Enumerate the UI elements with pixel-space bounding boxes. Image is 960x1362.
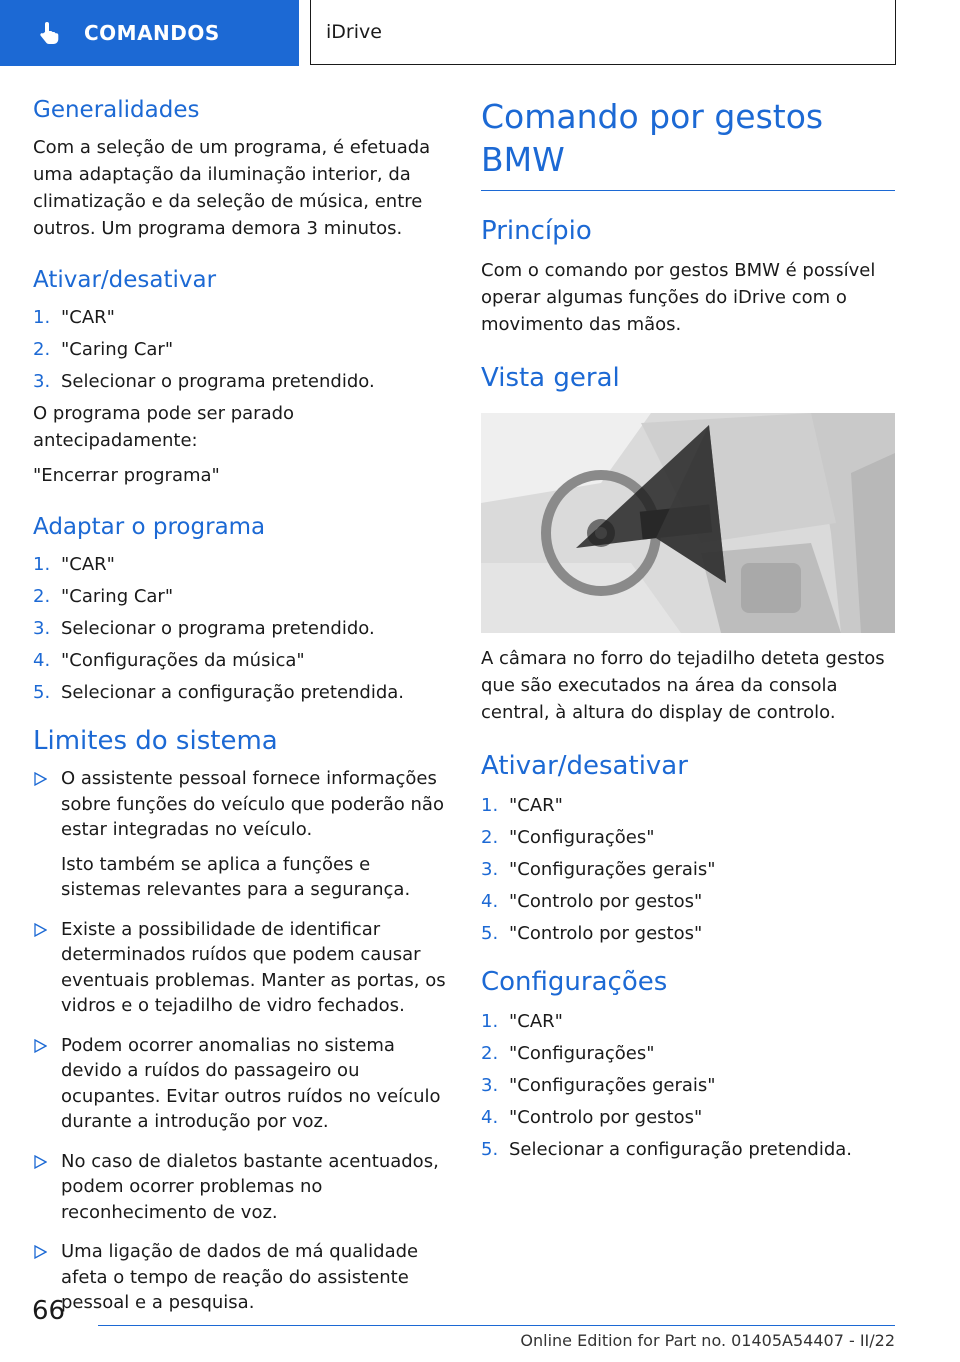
step-number: 3.: [33, 370, 51, 392]
triangle-bullet-icon: [34, 1245, 47, 1259]
list-item: [481, 1104, 895, 1131]
triangle-bullet-icon: [34, 1039, 47, 1053]
step-number: 4.: [481, 1106, 499, 1128]
list-item: [33, 551, 448, 578]
stop-value: "Encerrar programa": [33, 464, 220, 486]
step-text: "Configurações": [509, 1042, 655, 1064]
step-text: Selecionar a configuração pretendida.: [61, 681, 405, 703]
list-item: [33, 615, 448, 642]
car-interior-image: [481, 413, 895, 633]
left-column: [33, 96, 448, 1330]
list-item: [33, 336, 448, 363]
step-text: "CAR": [61, 306, 115, 328]
list-item: [481, 1072, 895, 1099]
heading-configuracoes: Configurações: [481, 967, 668, 998]
triangle-bullet-icon: [34, 1155, 47, 1169]
section-label: COMANDOS: [84, 21, 220, 45]
step-text: "CAR": [509, 795, 563, 817]
heading-vista-geral: Vista geral: [481, 362, 620, 393]
right-column: [481, 96, 895, 1168]
heading-ativar-desativar: Ativar/desativar: [33, 266, 217, 293]
step-text: "Configurações": [509, 827, 655, 849]
limits-list: [33, 766, 448, 1316]
bullet-text: Existe a possibilidade de identificar determinados ruídos que podem causar eventuais problemas. Manter as portas, os vidros e o tejadilho de vidro fechados.: [61, 918, 446, 1017]
chapter-label: iDrive: [326, 21, 382, 43]
list-item: [481, 888, 895, 915]
gesture-toggle-steps-list: [481, 792, 895, 947]
list-item: [481, 792, 895, 819]
list-item: [33, 679, 448, 706]
heading-adaptar-programa: Adaptar o programa: [33, 513, 266, 540]
footer-edition: Online Edition for Part no. 01405A54407 - II/22: [520, 1331, 895, 1350]
step-text: "CAR": [61, 553, 115, 575]
step-number: 5.: [33, 681, 51, 703]
step-number: 2.: [481, 1042, 499, 1064]
triangle-bullet-icon: [34, 923, 47, 937]
step-text: "Controlo por gestos": [509, 1106, 703, 1128]
list-item: [33, 917, 448, 1019]
step-number: 1.: [481, 1010, 499, 1032]
step-text: "Configurações gerais": [509, 859, 716, 881]
step-text: Selecionar o programa pretendido.: [61, 617, 375, 639]
step-number: 3.: [33, 617, 51, 639]
step-text: Selecionar a configuração pretendida.: [509, 1138, 853, 1160]
list-item: [33, 304, 448, 331]
list-item: [481, 1136, 895, 1163]
step-number: 4.: [33, 649, 51, 671]
heading-comando-gestos: Comando por gestos BMW: [481, 96, 895, 191]
footer-divider: [98, 1325, 895, 1326]
gesture-settings-steps-list: [481, 1008, 895, 1163]
bullet-text: No caso de dialetos bastante acentuados, podem ocorrer problemas no reconhecimento de voz.: [61, 1150, 439, 1223]
heading-ativar-desativar-gestos: Ativar/desativar: [481, 751, 688, 782]
bullet-text: Podem ocorrer anomalias no sistema devido a ruídos do passageiro ou ocupantes. Evitar outros ruídos no veículo durante a introdução por voz.: [61, 1034, 441, 1133]
figure-caption: A câmara no forro do tejadilho deteta gestos que são executados na área da consola central, à altura do display de controlo.: [481, 648, 885, 724]
adapt-steps-list: [33, 551, 448, 706]
step-number: 2.: [33, 585, 51, 607]
list-item: [33, 583, 448, 610]
list-item: [481, 1040, 895, 1067]
bullet-text: Uma ligação de dados de má qualidade afeta o tempo de reação do assistente pessoal e a pesquisa.: [61, 1241, 419, 1314]
list-item: [481, 1008, 895, 1035]
car-interior-illustration: [481, 413, 895, 633]
list-item: [33, 368, 448, 395]
step-text: "Configurações gerais": [509, 1074, 716, 1096]
step-text: "Caring Car": [61, 585, 174, 607]
section-tab-commands[interactable]: [0, 0, 299, 66]
list-item: [481, 856, 895, 883]
heading-principio: Princípio: [481, 215, 592, 246]
step-text: "Controlo por gestos": [509, 891, 703, 913]
list-item: [481, 920, 895, 947]
step-number: 1.: [481, 795, 499, 817]
list-item: [481, 824, 895, 851]
list-item: [33, 1239, 448, 1316]
principle-paragraph: Com o comando por gestos BMW é possível operar algumas funções do iDrive com o movimento das mãos.: [481, 259, 876, 335]
triangle-bullet-icon: [34, 772, 47, 786]
step-number: 5.: [481, 923, 499, 945]
list-item: [33, 647, 448, 674]
heading-generalidades: Generalidades: [33, 97, 200, 123]
toggle-steps-list: [33, 304, 448, 395]
step-number: 3.: [481, 859, 499, 881]
bullet-text: O assistente pessoal fornece informações sobre funções do veículo que poderão não estar integradas no veículo.: [61, 768, 444, 841]
general-paragraph: Com a seleção de um programa, é efetuada uma adaptação da iluminação interior, da climatização e da seleção de música, entre outros. Um programa demora 3 minutos.: [33, 136, 431, 239]
step-text: "Configurações da música": [61, 649, 305, 671]
step-number: 5.: [481, 1138, 499, 1160]
step-text: "CAR": [509, 1010, 563, 1032]
step-text: "Controlo por gestos": [509, 923, 703, 945]
stop-note: O programa pode ser parado antecipadamente:: [33, 402, 295, 451]
step-number: 1.: [33, 553, 51, 575]
chapter-tab-idrive[interactable]: [310, 0, 896, 65]
heading-limites-sistema: Limites do sistema: [33, 725, 278, 756]
page-number: 66: [32, 1296, 66, 1326]
step-number: 4.: [481, 891, 499, 913]
hand-touch-icon: [36, 20, 62, 46]
step-text: Selecionar o programa pretendido.: [61, 370, 375, 392]
step-number: 1.: [33, 306, 51, 328]
page-header: [0, 0, 960, 66]
step-number: 2.: [481, 827, 499, 849]
step-number: 3.: [481, 1074, 499, 1096]
step-text: "Caring Car": [61, 338, 174, 360]
list-item: [33, 1149, 448, 1226]
list-item: [33, 766, 448, 903]
step-number: 2.: [33, 338, 51, 360]
bullet-subtext: Isto também se aplica a funções e sistemas relevantes para a segurança.: [61, 853, 411, 901]
list-item: [33, 1033, 448, 1135]
